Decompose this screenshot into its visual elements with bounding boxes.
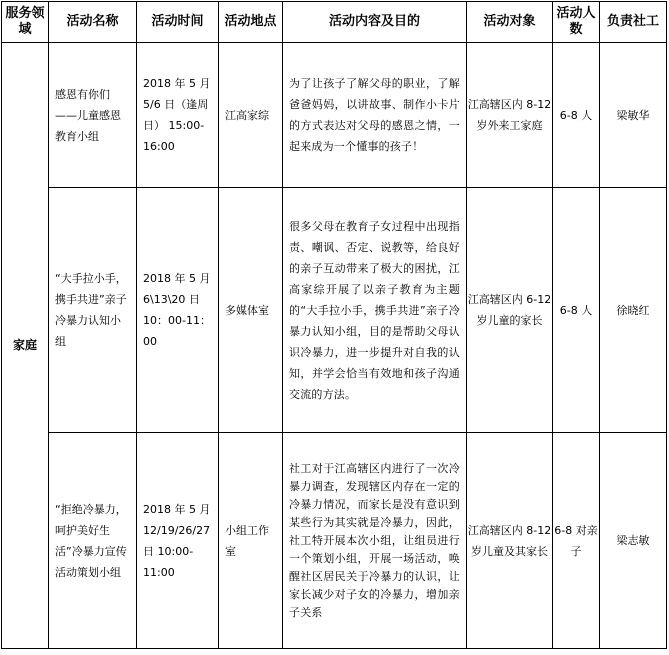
header-name: 活动名称 xyxy=(49,2,137,43)
activity-name: “大手拉小手，携手共进”亲子冷暴力认知小组 xyxy=(49,188,137,433)
activity-worker: 梁敏华 xyxy=(600,43,667,188)
header-count: 活动人数 xyxy=(553,2,600,43)
header-row xyxy=(2,2,667,43)
activity-target: 江高辖区内 8-12 岁儿童及其家长 xyxy=(467,433,553,649)
activity-place: 小组工作室 xyxy=(219,433,283,649)
activity-name: 感恩有你们——儿童感恩教育小组 xyxy=(49,43,137,188)
activity-name: “拒绝冷暴力，呵护美好生活”冷暴力宣传活动策划小组 xyxy=(49,433,137,649)
header-content: 活动内容及目的 xyxy=(283,2,467,43)
activity-place: 江高家综 xyxy=(219,43,283,188)
header-worker: 负责社工 xyxy=(600,2,667,43)
activity-content: 很多父母在教育子女过程中出现指责、嘲讽、否定、说教等，给良好的亲子互动带来了极大的困扰，江高家综开展了以亲子教育为主题的“大手拉小手，携手共进”亲子冷暴力认知小组，目的是帮助父母认识冷暴力，进一步提升对自我的认知，并学会恰当有效地和孩子沟通交流的方法。 xyxy=(283,188,467,433)
activity-target: 江高辖区内 6-12 岁儿童的家长 xyxy=(467,188,553,433)
header-place: 活动地点 xyxy=(219,2,283,43)
activity-place: 多媒体室 xyxy=(219,188,283,433)
activity-target: 江高辖区内 8-12 岁外来工家庭 xyxy=(467,43,553,188)
domain-cell: 家庭 xyxy=(2,43,49,649)
activity-content: 社工对于江高辖区内进行了一次冷暴力调查，发现辖区内存在一定的冷暴力情况，而家长是没有意识到某些行为其实就是冷暴力，因此，社工特开展本次小组，让组员进行一个策划小组，开展一场活动，唤醒社区居民关于冷暴力的认识，让家长减少对子女的冷暴力，增加亲子关系 xyxy=(283,433,467,649)
activity-count: 6-8 人 xyxy=(553,43,600,188)
activity-time: 2018 年 5 月 12/19/26/27 日 10:00-11:00 xyxy=(137,433,219,649)
activity-content: 为了让孩子了解父母的职业，了解爸爸妈妈，以讲故事、制作小卡片的方式表达对父母的感恩之情，一起来成为一个懂事的孩子！ xyxy=(283,43,467,188)
activity-count: 6-8 对亲子 xyxy=(553,433,600,649)
activity-worker: 徐晓红 xyxy=(600,188,667,433)
activity-table xyxy=(1,1,667,649)
header-time: 活动时间 xyxy=(137,2,219,43)
table-row xyxy=(2,43,667,188)
activity-worker: 梁志敏 xyxy=(600,433,667,649)
activity-count: 6-8 人 xyxy=(553,188,600,433)
header-domain: 服务领域 xyxy=(2,2,49,43)
table-row xyxy=(2,188,667,433)
activity-time: 2018 年 5 月 6\13\20 日 10：00-11：00 xyxy=(137,188,219,433)
header-target: 活动对象 xyxy=(467,2,553,43)
table-row xyxy=(2,433,667,649)
activity-time: 2018 年 5 月 5/6 日（逢周日） 15:00-16:00 xyxy=(137,43,219,188)
